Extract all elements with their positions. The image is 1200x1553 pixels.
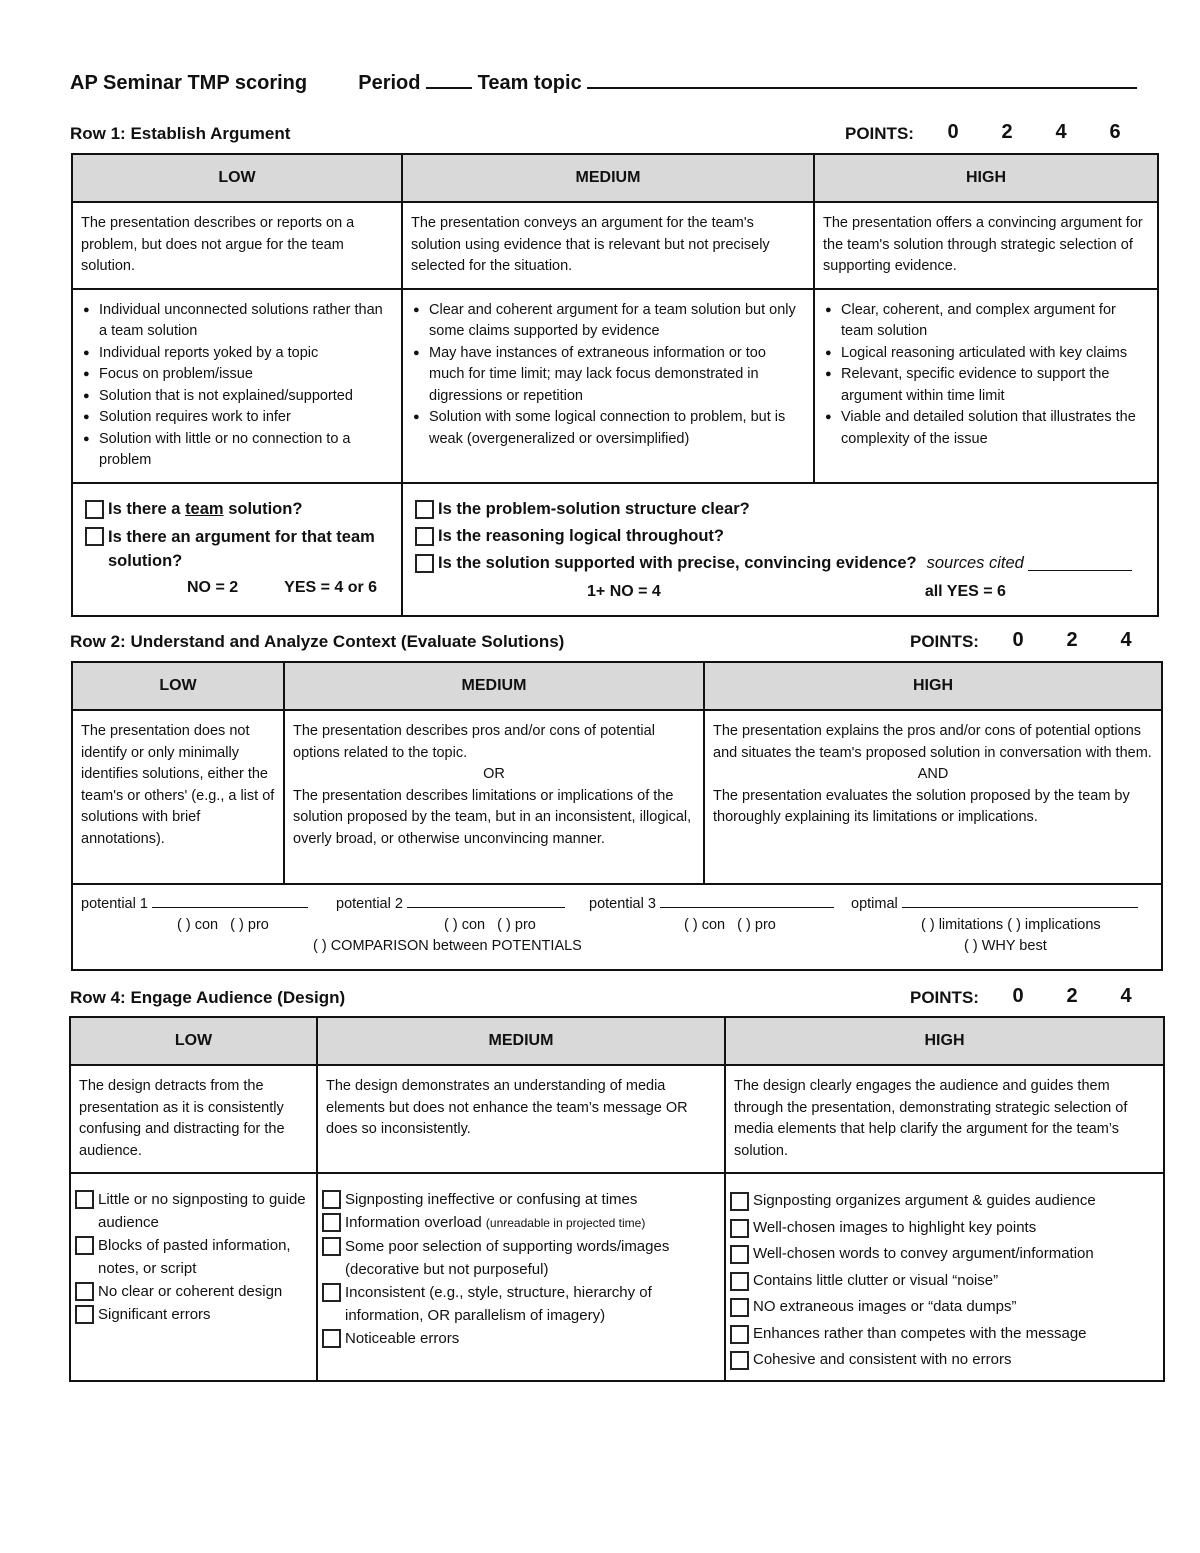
checkbox-icon[interactable] [730,1298,749,1317]
list-item: ● Clear and coherent argument for a team solution but only some claims supported by evidence [429,300,805,343]
checkbox-icon[interactable] [415,527,434,546]
optimal-blank[interactable] [902,893,1138,908]
row1-left-score [85,577,391,599]
score-no: NO = 2 [187,578,239,596]
check-label: Is the reasoning logical throughout? [438,526,725,545]
checkbox-icon[interactable] [75,1305,94,1324]
row1-desc-medium: The presentation conveys an argument for the team's solution using evidence that is relevant but not precisely selected for the situation. [402,202,814,289]
checkbox-icon[interactable] [322,1237,341,1256]
checkbox-icon[interactable] [85,527,104,546]
check-item[interactable] [322,1235,718,1281]
row1-title: Row 1: Establish Argument [70,124,291,143]
why-best-check[interactable]: ( ) WHY best [964,938,1047,954]
row2-point-4[interactable]: 4 [1120,629,1132,651]
checkbox-icon[interactable] [322,1329,341,1348]
row1-bullets-low [72,289,402,483]
checkbox-icon[interactable] [730,1245,749,1264]
check-label-team: team [185,499,224,518]
checkbox-icon[interactable] [75,1190,94,1209]
potential-1-label: potential 1 [81,896,148,912]
check-label: Cohesive and consistent with no errors [753,1351,1012,1368]
check-item[interactable] [75,1280,310,1303]
list-item: ● Focus on problem/issue [99,364,393,386]
row4-points-label: POINTS: [910,988,979,1007]
potential-3-conpro[interactable]: ( ) con ( ) pro [684,917,776,933]
score-yes: YES = 4 or 6 [284,578,378,596]
checkbox-icon[interactable] [730,1325,749,1344]
check-item[interactable] [75,1188,310,1234]
row1-table [71,153,1159,617]
team-argument-check[interactable] [85,523,391,573]
check-item[interactable] [730,1268,1157,1295]
list-item: ● Logical reasoning articulated with key claims [841,343,1149,365]
checkbox-icon[interactable] [415,554,434,573]
list-item: ● Solution requires work to infer [99,407,393,429]
check-label: Noticeable errors [345,1330,460,1347]
check-item[interactable] [730,1321,1157,1348]
checkbox-icon[interactable] [415,500,434,519]
list-item: ● Solution that is not explained/supported [99,386,393,408]
potential-3-blank[interactable] [660,893,834,908]
reasoning-check[interactable] [415,523,1147,550]
row1-header-medium: MEDIUM [402,154,814,202]
list-item: ● Solution with some logical connection to problem, but is weak (overgeneralized or oversimplified) [429,407,805,450]
row2-high-and: AND [917,766,949,782]
row2-table [71,661,1163,971]
potential-3 [589,893,834,916]
row1-bullets-medium [402,289,814,483]
check-item[interactable] [75,1303,310,1326]
comparison-check[interactable]: ( ) COMPARISON between POTENTIALS [313,938,582,954]
row4-header-medium: MEDIUM [317,1017,725,1065]
row4-checks-medium [317,1173,725,1381]
optimal-label: optimal [851,896,898,912]
check-item[interactable] [75,1234,310,1280]
row2-header-medium: MEDIUM [284,662,704,710]
check-label: Contains little clutter or visual “noise” [753,1271,999,1289]
check-label: Blocks of pasted information, notes, or script [98,1237,291,1277]
period-label: Period [358,72,421,94]
optimal-limits[interactable]: ( ) limitations ( ) implications [921,917,1101,933]
row2-title: Row 2: Understand and Analyze Context (Evaluate Solutions) [70,632,565,651]
row1-checks-left [72,483,402,616]
row4-header-high: HIGH [725,1017,1164,1065]
sheet-header [70,72,1137,95]
check-item[interactable] [730,1215,1157,1242]
check-label: No clear or coherent design [98,1283,283,1300]
checkbox-icon[interactable] [75,1236,94,1255]
potential-1 [81,893,308,916]
row2-point-2[interactable]: 2 [1066,629,1078,651]
row4-table [69,1016,1165,1382]
check-item[interactable] [322,1327,718,1350]
check-label: Significant errors [98,1306,211,1323]
row4-desc-high: The design clearly engages the audience and guides them through the presentation, demonstrating strategic selection of media elements that help clarify the argument for the team’s solution. [725,1065,1164,1173]
list-item: ● Individual reports yoked by a topic [99,343,393,365]
row1-points-label: POINTS: [845,124,914,143]
checkbox-icon[interactable] [322,1190,341,1209]
check-label: Is there a [108,499,181,518]
row4-header-low: LOW [70,1017,317,1065]
checkbox-icon[interactable] [75,1282,94,1301]
period-blank[interactable] [426,73,472,89]
check-label: Inconsistent (e.g., style, structure, hierarchy of information, OR parallelism of imagery) [345,1284,652,1324]
row4-checks-low [70,1173,317,1381]
row1-desc-high: The presentation offers a convincing argument for the team's solution through strategic selection of supporting evidence. [814,202,1158,289]
row2-header-low: LOW [72,662,284,710]
structure-check[interactable] [415,496,1147,523]
optimal [851,893,1138,916]
row4-point-4[interactable]: 4 [1120,985,1132,1007]
row1-bullets-high [814,289,1158,483]
row2-medium-a: The presentation describes pros and/or cons of potential options related to the topic. [293,723,655,761]
checkbox-icon[interactable] [322,1213,341,1232]
row1-point-4[interactable]: 4 [1055,121,1067,143]
potential-2-label: potential 2 [336,896,403,912]
row1-header-low: LOW [72,154,402,202]
row1-points [926,121,1142,144]
list-item: ● Clear, coherent, and complex argument for team solution [841,300,1149,343]
check-label: Is the problem-solution structure clear? [438,499,750,518]
potential-1-blank[interactable] [152,893,308,908]
check-item[interactable] [730,1241,1157,1268]
row1-header-high: HIGH [814,154,1158,202]
row2-potentials [72,884,1162,970]
row1-point-2[interactable]: 2 [1001,121,1013,143]
row2-desc-low: The presentation does not identify or only minimally identifies solutions, either the team's or others' (e.g., a list of solutions with brief annotations). [72,710,284,884]
check-label: Signposting organizes argument & guides audience [753,1192,1096,1209]
row2-high-a: The presentation explains the pros and/or cons of potential options and situates the team's proposed solution in conversation with them. [713,723,1152,761]
row2-point-0[interactable]: 0 [1012,629,1024,651]
potential-2-blank[interactable] [407,893,565,908]
checkbox-icon[interactable] [322,1283,341,1302]
sources-blank[interactable] [1028,550,1132,571]
check-label: NO extraneous images or “data dumps” [753,1298,1017,1315]
row4-point-2[interactable]: 2 [1066,985,1078,1007]
check-label: Little or no signposting to guide audience [98,1191,306,1231]
check-label: Information overload [345,1214,482,1231]
row1-desc-low: The presentation describes or reports on a problem, but does not argue for the team solution. [72,202,402,289]
row2-points-label: POINTS: [910,632,979,651]
check-item[interactable] [730,1188,1157,1215]
checkbox-icon[interactable] [85,500,104,519]
row2-high-b: The presentation evaluates the solution proposed by the team by thoroughly explaining its limitations or implications. [713,787,1130,825]
row4-point-0[interactable]: 0 [1012,985,1024,1007]
potential-3-label: potential 3 [589,896,656,912]
row4-desc-medium: The design demonstrates an understanding of media elements but does not enhance the team’s message OR does so inconsistently. [317,1065,725,1173]
evidence-check[interactable] [415,550,1147,577]
checkbox-icon[interactable] [730,1192,749,1211]
check-item[interactable] [730,1347,1157,1374]
team-solution-check[interactable] [85,496,391,523]
row4-points [991,985,1153,1008]
potential-1-conpro[interactable]: ( ) con ( ) pro [177,917,269,933]
list-item: ● Solution with little or no connection to a problem [99,429,393,472]
list-item: ● Individual unconnected solutions rather than a team solution [99,300,393,343]
topic-blank[interactable] [587,73,1137,89]
checkbox-icon[interactable] [730,1219,749,1238]
row2-desc-high [704,710,1162,884]
check-item[interactable] [730,1294,1157,1321]
row4-desc-low: The design detracts from the presentation as it is consistently confusing and distracting for the audience. [70,1065,317,1173]
check-label: Is there an argument for that team solution? [108,527,375,570]
topic-label: Team topic [477,72,582,94]
row1-point-6[interactable]: 6 [1109,121,1121,143]
row4-title: Row 4: Engage Audience (Design) [70,988,346,1007]
check-item[interactable] [322,1188,718,1211]
row1-checks-right [402,483,1158,616]
checkbox-icon[interactable] [730,1351,749,1370]
check-note: (unreadable in projected time) [485,1216,646,1230]
check-item[interactable] [322,1281,718,1327]
check-label: Well-chosen words to convey argument/information [753,1245,1094,1262]
row2-medium-b: The presentation describes limitations or implications of the solution proposed by the team, but in an inconsistent, illogical, overly broad, or otherwise unconvincing manner. [293,787,692,847]
sheet-title: AP Seminar TMP scoring [70,72,308,94]
potential-2-conpro[interactable]: ( ) con ( ) pro [444,917,536,933]
row2-desc-medium [284,710,704,884]
score-no: 1+ NO = 4 [587,582,661,600]
row4-checks-high [725,1173,1164,1381]
check-label: Signposting ineffective or confusing at times [345,1191,638,1208]
row2-header-high: HIGH [704,662,1162,710]
row1-point-0[interactable]: 0 [947,121,959,143]
check-label: Well-chosen images to highlight key points [753,1218,1037,1236]
list-item: ● Viable and detailed solution that illustrates the complexity of the issue [841,407,1149,450]
check-label: Some poor selection of supporting words/images (decorative but not purposeful) [345,1238,670,1278]
potential-2 [336,893,565,916]
row1-right-score [415,581,1147,603]
check-label: Is the solution supported with precise, convincing evidence? [438,553,917,572]
check-item[interactable] [322,1211,718,1235]
check-label: solution? [228,499,303,518]
row2-medium-or: OR [483,766,505,782]
list-item: ● May have instances of extraneous information or too much for time limit; may lack focus demonstrated in digressions or repetition [429,343,805,408]
check-label: Enhances rather than competes with the message [753,1324,1087,1342]
row2-points [991,629,1153,652]
checkbox-icon[interactable] [730,1272,749,1291]
list-item: ● Relevant, specific evidence to support the argument within time limit [841,364,1149,407]
score-yes: all YES = 6 [924,582,1006,600]
sources-cited-label: sources cited [926,553,1024,572]
